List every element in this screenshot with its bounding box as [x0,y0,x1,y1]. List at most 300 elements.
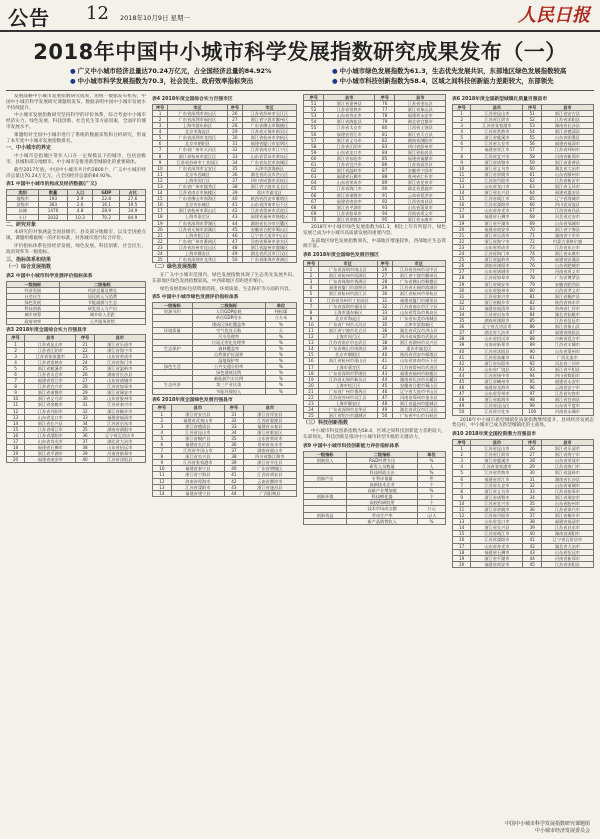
table-cell: 福建省福清市 [541,141,593,147]
table-cell: 江苏省无锡市新吴区 [318,376,377,382]
table-cell: 48 [377,401,392,407]
table-cell: 40 [76,457,94,463]
table-cell: 浙江省平湖市 [25,451,76,457]
table-cell: 24 [153,251,168,257]
table-cell: 福建省福州市鼓楼区 [242,214,296,220]
table-header-cell: 人口 [67,190,93,196]
table-cell: 28 [377,279,392,285]
table-cell: 江苏省太仓市 [471,141,523,147]
data-table [152,104,297,263]
table-cell: 个 [417,500,445,506]
table-cell: 4.8 [67,208,93,214]
table-cell: 江苏省常州市武进区 [242,208,296,214]
table-cell: 山东省招远市 [471,336,523,342]
page-number: 12 [86,3,109,24]
table-cell: 生态保护 [153,345,193,351]
table-cell: 59 [523,159,541,165]
table-cell: 福建省厦门市思明区 [242,141,296,147]
table-cell: 浙江省桐乡市 [471,299,523,305]
table-cell: 福建省晋江市 [471,476,523,482]
table-cell: 72 [523,238,541,244]
table-cell: 24 [304,407,319,413]
table-cell: 52 [523,116,541,122]
table-cell: 福建省武夷山市 [171,417,224,423]
table-cell: 福建省永春县 [243,423,296,429]
table-cell: 浙江省天台县 [395,131,446,137]
table-cell: 95 [374,216,394,222]
headline: 2018年中国中小城市科学发展指数研究成果发布（一） [33,40,567,64]
table-cell: 人均GDP能耗 [192,309,265,315]
table-cell: 江苏省苏州市吴中区 [392,267,445,273]
table-cell: 50 [227,257,242,263]
table-cell: 浙江省象山县 [541,324,593,330]
table-header-cell: 序号 [76,335,94,341]
table-cell: 31 [453,293,471,299]
table-cell: 25 [153,257,168,263]
data-table [6,189,146,220]
table-cell: 52 [304,107,324,113]
table-cell: 福建省长汀县 [171,441,224,447]
table-header-cell: 序号 [153,104,168,110]
table-header-cell: 数量 [39,190,67,196]
table-cell: 浙江省义乌市 [324,137,375,143]
table-cell: 浙江省象山县 [395,107,446,113]
table-cell: 辽宁省瓦房店市 [94,432,145,438]
table-cell: 县级市 [7,202,39,208]
table-cell: 2 [453,452,471,458]
table-cell: 福建省永安市 [541,379,593,385]
table-cell: 江西省井冈山市 [171,448,224,454]
table-header-cell: 序号 [453,439,471,445]
table-cell: 8 [153,454,172,460]
table-cell: 363 [39,202,67,208]
table-cell: 19 [453,220,471,226]
table-cell: 污水处理率 [192,333,265,339]
table-cell: 11 [153,472,172,478]
table-cell: 辽宁省大连市中山区 [242,232,296,238]
table-cell: 江苏省苏州市吴江区 [318,395,377,401]
table-cell: 单位GDP用水 [192,315,265,321]
table-cell: 山东省寿光市 [471,543,523,549]
table-cell: 广东省深圳市龙华区 [318,407,377,413]
table-cell: 20 [453,226,471,232]
table-cell: 41 [377,358,392,364]
table-cell: 山东省招远市 [541,549,593,555]
table-cell: 垃圾无害化处理率 [192,339,265,345]
table-cell: 12 [304,334,319,340]
table-cell: 浙江省嘉善县 [541,159,593,165]
table-cell: 建成区绿化覆盖率 [192,321,265,327]
table-cell: 山东省肥城市 [541,263,593,269]
table-cell: 湖南省宁乡市 [541,232,593,238]
table-cell: 15 [7,426,25,432]
table-header-cell: 市区 [168,104,228,110]
table-cell: 8 [453,488,471,494]
table-cell: 12 [153,478,172,484]
table-cell: 居民收入与消费 [59,294,145,300]
table-cell: 山东省青州市 [471,391,523,397]
table-cell: 49 [227,251,242,257]
table-cell: 34 [453,311,471,317]
table-cell: 山东省荣成市 [94,353,145,359]
table-cell: 80 [374,125,394,131]
table-cell: 浙江省德清县 [541,129,593,135]
table-cell: 22 [153,238,168,244]
table-cell: 山东省龙口市 [471,184,523,190]
table-cell: 广东省广州市天河区 [318,321,377,327]
table-cell: 58 [523,153,541,159]
table-header-cell: 县市 [395,95,446,101]
table-cell: 13 [153,484,172,490]
table-cell: 四川省简阳市 [541,372,593,378]
table-header-cell: 序号 [374,95,394,101]
table-cell: 福建省晋江市 [471,147,523,153]
table-cell: 45 [377,382,392,388]
table-cell: % [265,364,296,370]
table-cell: 福建省安溪县 [541,257,593,263]
footer-credit: 中国中小城市科学发展指数研究课题组 中小城市经济发展委员会 [504,821,590,834]
table-cell: 吉林省延吉市 [541,336,593,342]
table-cell: 浙江省余姚市 [471,171,523,177]
table-cell: 湖南省长沙县 [541,123,593,129]
table-cell: 90 [374,186,394,192]
table-cell: 62 [523,177,541,183]
table-cell: 64 [523,190,541,196]
table-cell: % [265,321,296,327]
table-cell: 浙江省杭州市滨江区 [318,291,377,297]
table-cell: 天 [265,327,296,333]
section-title: 二、研究对象 [6,221,37,228]
table-cell: 1 [304,267,319,273]
table-cell: 江苏省丹阳市 [471,177,523,183]
table-cell: 31 [76,402,94,408]
table-header-cell: 县市 [243,405,296,411]
table-cell: 27 [227,116,242,122]
table-cell: 天津市滨海新区 [392,321,445,327]
table-cell: 云南省安宁市 [541,385,593,391]
table-cell: 2 [153,417,172,423]
table-cell: 25 [304,413,319,419]
table-cell: 浙江省长兴县 [471,190,523,196]
table-cell: 39 [523,525,541,531]
table-cell: 17 [453,543,471,549]
table-cell: 76 [374,101,394,107]
table-cell: 广西北流市 [541,354,593,360]
bullet-icon: ● [332,77,338,85]
table-cell: 2.9 [67,196,93,202]
table-header-cell: 序号 [304,95,324,101]
table-header-cell: 县市 [541,439,593,445]
table-cell: 浙江省杭州市余杭区 [392,291,445,297]
table-cell: 山东省寿光市 [324,113,375,119]
table-cell: 29 [377,285,392,291]
table-cell: 浙江省海盐县 [324,119,375,125]
table-cell: 61 [523,171,541,177]
table-cell: 69 [304,210,324,216]
table-cell: 浙江省东阳市 [324,155,375,161]
table-cell: 16 [304,358,319,364]
table-cell: 3 [304,279,319,285]
table-cell: 78 [523,275,541,281]
table-cell: 江西省上饶县 [395,125,446,131]
table-cell: 湖北省大冶市 [541,165,593,171]
table-cell: 安徽省合肥市蜀山区 [392,382,445,388]
table-cell: 1 [453,110,471,116]
table-cell: 湖南省浏阳市 [541,531,593,537]
table-cell: 湖南省长沙县 [541,476,593,482]
table-cell: 山东省广饶县 [471,366,523,372]
table-cell: 58 [304,143,324,149]
table-cell: 9 [153,460,172,466]
table-header-cell: 县市 [324,95,375,101]
table-cell: 经济发展 [7,288,60,294]
table-cell: 江苏省海门市 [541,464,593,470]
table-cell: 21 [453,232,471,238]
table-cell: 88 [374,174,394,180]
table-cell: 创新环境 [304,494,347,500]
table-row [304,216,446,222]
table-cell: 24 [76,359,94,365]
table-cell: 67 [523,208,541,214]
table-cell: 福建省南安市 [471,561,523,567]
table-header-cell: 市区 [242,104,296,110]
table-cell: 江苏省泰兴市 [471,293,523,299]
table-header-cell: 二级指标 [192,303,265,309]
table-cell: 22 [453,238,471,244]
table-cell: 48 [227,244,242,250]
table-cell: 浙江省温岭市 [94,365,145,371]
table-cell: 8 [153,153,168,159]
table-cell: 14 [7,420,25,426]
table-cell: 24 [453,251,471,257]
table-cell: 广东省深圳市南山区 [168,110,228,116]
table-cell: 42 [453,360,471,366]
table-cell: 34 [377,315,392,321]
table-cell: 85 [523,318,541,324]
table-cell: 浙江省温岭市 [471,257,523,263]
table-cell: 湖南省浏阳市 [471,318,523,324]
table-cell: 绿色建筑比例 [192,370,265,376]
table-cell: 浙江省宁海县 [171,472,224,478]
table-cell: 30 [523,470,541,476]
table-cell: 84 [523,311,541,317]
table-cell: 38 [227,184,242,190]
table-cell: 江苏省启东市 [94,420,145,426]
table-cell: 23 [76,353,94,359]
table-cell: 山东省青岛市黄岛区 [242,153,296,159]
table-cell: 14 [304,346,319,352]
table-cell: 高校科研院所 [347,500,418,506]
table-cell: 71 [523,232,541,238]
table-cell: 89 [523,342,541,348]
table-cell: 江苏省太仓市 [25,372,76,378]
table-cell: 山东省胶州市 [94,396,145,402]
table-cell: 27 [453,269,471,275]
table-cell: 浙江省嵊州市 [471,379,523,385]
table-cell: 43 [453,366,471,372]
table-cell: 91 [374,192,394,198]
table-cell: 10.3 [67,214,93,220]
table-cell: 广东省深圳市罗湖区 [168,220,228,226]
table-cell: 浙江省永康市 [395,216,446,222]
table-cell: 76 [523,263,541,269]
table-cell: 山东省龙口市 [471,519,523,525]
table-cell: 36 [377,327,392,333]
table-cell: 立方米 [265,315,296,321]
table-cell: 湖北省大冶市 [471,330,523,336]
table-cell: 13 [453,519,471,525]
table-cell: 江苏省金坛区 [395,101,446,107]
table-cell: 江苏省沭阳县 [471,348,523,354]
table-cell: 2.6 [67,202,93,208]
table-cell: 16 [7,432,25,438]
table-cell: 46 [453,385,471,391]
table-cell: 37 [523,513,541,519]
table-cell: 34 [227,159,242,165]
table-cell: 193 [39,196,67,202]
table-cell: 1 [453,446,471,452]
table-cell: 浙江省宁海县 [541,226,593,232]
table-cell: 18 [453,549,471,555]
table-cell: 6 [153,441,172,447]
table-cell: 93 [374,204,394,210]
table-cell: % [265,382,296,388]
table-cell: 93 [523,366,541,372]
table-cell: 高新技术企业 [347,482,418,488]
table-cell: 56 [304,131,324,137]
table-cell: 40 [523,531,541,537]
subsection-title: （三）科技创新指数 [303,420,349,427]
table-cell: 浙江省桐乡市 [94,408,145,414]
table-cell: 湖南省浏阳市 [471,263,523,269]
table-cell: 12 [453,177,471,183]
table-cell: 浙江省慈溪市 [471,135,523,141]
table-cell: 劳动生产率 [347,512,418,518]
table-cell: 福建省福鼎市 [395,155,446,161]
table-cell: 广东省中山市石岐区 [392,413,445,419]
table-cell: 3 [453,458,471,464]
table-cell: 浙江省平阳县 [541,366,593,372]
table-cell: 37 [224,448,243,454]
table-cell: 浙江省仙居县 [395,149,446,155]
table-cell: 浙江省淳安县 [243,411,296,417]
table-cell: 第三产业比重 [192,382,265,388]
table-row [453,561,594,567]
table-title: 表6 2018年度全国绿色发展百强县市 [152,397,233,403]
table-cell: 上海市闵行区 [168,177,228,183]
table-cell: 20 [153,226,168,232]
table-cell: 7 [153,147,168,153]
table-cell: 江苏省无锡市新吴区 [242,129,296,135]
table-cell: 贵州省赤水市 [243,441,296,447]
table-cell: 广东省深圳市罗湖区 [318,370,377,376]
table-cell: 福建省建宁县 [171,490,224,496]
table-cell: 山东省平度市 [541,403,593,409]
table-cell: 29 [523,464,541,470]
table-cell: 浙江省遂昌县 [243,484,296,490]
data-table [6,281,146,325]
table-cell: 江苏省昆山市 [471,446,523,452]
bullet-icon: ● [70,67,76,75]
table-header-cell: 二级指标 [59,282,145,288]
table-cell: 10 [453,165,471,171]
table-cell: 43 [377,370,392,376]
table-cell: 安徽省合肥市蜀山区 [242,226,296,232]
table-cell: 11 [153,171,168,177]
table-cell: 60 [523,165,541,171]
table-cell: 山东省荣成市 [471,244,523,250]
table-cell: 3 [153,123,168,129]
table-header-cell: 县市 [171,405,224,411]
table-cell: 江苏省常熟市 [25,359,76,365]
table-cell: 城乡统筹 [7,312,60,318]
table-cell: 45 [453,379,471,385]
table-cell: 18 [304,370,319,376]
table-cell: 节能环保投入 [192,388,265,394]
table-cell: 江苏省海门市 [324,186,375,192]
table-cell: % [417,469,445,475]
table-cell: 四川省彭州市 [395,143,446,149]
table-cell: 浙江省温州市鹿城区 [392,401,445,407]
table-cell: 48 [453,397,471,403]
table-title: 表2 中国中小城市科学发展评价指标体系 [6,274,93,280]
table-cell: 河南省新郑市 [541,555,593,561]
table-cell: 河南省郑州市金水区 [242,238,296,244]
table-cell: 34 [224,429,243,435]
table-cell: 6 [153,141,168,147]
table-row [453,409,594,415]
table-cell: 19.5 [120,202,146,208]
subhead-4: ● 中小城市科技创新指数为58.4，区域之间科技创新能力差距较大，东部领先 [332,77,554,85]
table-cell: 江苏省丹阳市 [471,513,523,519]
table-cell: 江苏省张家港市 [471,123,523,129]
table-cell: 40 [224,466,243,472]
table-cell: 36 [453,324,471,330]
table-cell: 91 [523,354,541,360]
table-cell: 浙江省诸暨市 [471,494,523,500]
table-cell: 广东省深圳市福田区 [318,303,377,309]
table-cell: 47 [377,395,392,401]
table-cell: 浙江省义乌市 [471,488,523,494]
table-cell: 福建省龙海市 [471,385,523,391]
table-cell: 云南省腾冲市 [243,478,296,484]
table-cell: 36 [227,171,242,177]
table-cell: 重庆市渝北区 [242,190,296,196]
table-cell: 陕西省西安市雁塔区 [392,352,445,358]
table-cell: 32 [523,482,541,488]
table-cell: 福建省泰宁县 [171,466,224,472]
table-cell: 69 [523,220,541,226]
table-cell: 四川省成都市武侯区 [392,334,445,340]
table-cell: 25 [453,257,471,263]
table-cell: 34 [523,494,541,500]
table-cell: 江苏省宜兴市 [471,500,523,506]
table-cell: 辽宁省瓦房店市 [471,324,523,330]
table-cell: 江苏省昆山市 [471,110,523,116]
table-cell: 35 [76,426,94,432]
table-cell: 福建省福清市 [471,305,523,311]
table-cell: 河南省巩义市 [395,210,446,216]
table-cell: 31 [523,476,541,482]
table-cell: 81 [523,293,541,299]
table-cell: 江苏省高淳区 [395,162,446,168]
table-row [7,214,146,220]
table-cell: 辽宁省海城市 [541,196,593,202]
table-cell: 59 [304,149,324,155]
intro-paragraphs: 发展战略中小城市发展指数研究成果，由统一数据发布机构，中国中小城市科学发展研究课题组发布。数据表明中国中小城市发展水平持续提升。 中小城市发展指数研究坚持科学的评价体系，综合考虑中小城市经济实力、绿色发展、科技创新、社会民生等方面因素，全面评价城市发展水平。 课题组对全国中小城市进行了系统的数据采集和分析研究，形成了本年度中小城市发展指数排名。 [6,94,146,144]
table-cell: 山东省青岛市黄岛区 [392,309,445,315]
table-cell: 上海市嘉定区 [168,214,228,220]
